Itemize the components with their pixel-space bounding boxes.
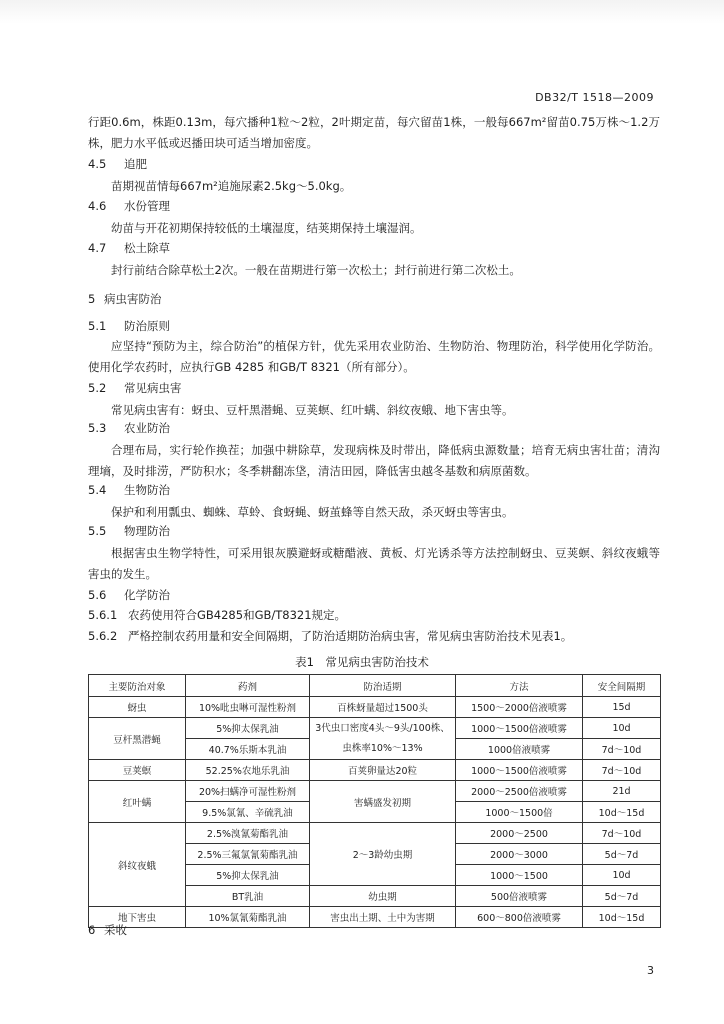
section-text: 保护和利用瓢虫、蜘蛛、草蛉、食蚜蝇、蚜茧蜂等自然天敌，杀灭蚜虫等害虫。 (111, 505, 514, 519)
section-5-2-heading (88, 380, 182, 396)
section-number: 5.6 (88, 588, 107, 602)
column-header: 主要防治对象 (89, 675, 186, 697)
target-cell: 豆杆黑潜蝇 (89, 718, 186, 760)
section-5-4-heading (88, 482, 170, 498)
item-text: 农药使用符合GB4285和GB/T8321规定。 (128, 608, 347, 622)
agent-cell: 40.7%乐斯本乳油 (186, 739, 310, 760)
method-cell: 1000～1500 (456, 865, 583, 886)
period-cell: 2～3龄幼虫期 (310, 823, 456, 886)
table-row (89, 718, 661, 739)
section-title: 物理防治 (124, 524, 170, 538)
target-cell: 蚜虫 (89, 697, 186, 718)
interval-cell: 10d～15d (583, 907, 661, 928)
section-title: 生物防治 (124, 483, 170, 497)
section-text: 封行前结合除草松土2次。一般在苗期进行第一次松土；封行前进行第二次松土。 (111, 263, 521, 277)
chapter-5-heading (88, 291, 162, 307)
period-cell: 害虫出土期、土中为害期 (310, 907, 456, 928)
method-cell: 600～800倍液喷雾 (456, 907, 583, 928)
interval-cell: 10d (583, 718, 661, 739)
period-cell: 百荚卵量达20粒 (310, 760, 456, 781)
section-title: 水份管理 (124, 199, 170, 213)
section-title: 农业防治 (124, 421, 170, 435)
section-number: 5.5 (88, 524, 107, 538)
period-cell: 害螨盛发初期 (310, 781, 456, 823)
target-cell: 豆荚螟 (89, 760, 186, 781)
section-number: 5.4 (88, 483, 107, 497)
column-header: 药剂 (186, 675, 310, 697)
section-text: 应坚持“预防为主，综合防治”的植保方针，优先采用农业防治、生物防治、物理防治，科学使用化学防治。使用化学农药时，应执行GB 4285 和GB/T 8321（所有部分）。 (88, 339, 660, 374)
table-row (89, 781, 661, 802)
section-5-1-heading (88, 318, 170, 334)
column-header: 方法 (456, 675, 583, 697)
table-row (89, 760, 661, 781)
agent-cell: 10%吡虫啉可湿性粉剂 (186, 697, 310, 718)
method-cell: 1500～2000倍液喷雾 (456, 697, 583, 718)
table-row (89, 697, 661, 718)
section-number: 5.2 (88, 381, 107, 395)
section-4-5-body (88, 176, 660, 197)
agent-cell: 20%扫螨净可湿性粉剂 (186, 781, 310, 802)
pest-control-table (88, 674, 661, 928)
interval-cell: 21d (583, 781, 661, 802)
section-5-3-body (88, 440, 660, 482)
section-4-6-body (88, 218, 660, 239)
intro-text: 行距0.6m，株距0.13m，每穴播种1粒～2粒，2叶期定苗，每穴留苗1株，一般每667m²留苗0.75万株～1.2万株，肥力水平低或迟播田块可适当增加密度。 (88, 115, 660, 150)
section-number: 5.3 (88, 421, 107, 435)
section-text: 根据害虫生物学特性，可采用银灰膜避蚜或糖醋液、黄板、灯光诱杀等方法控制蚜虫、豆荚螟、斜纹夜蛾等害虫的发生。 (88, 546, 660, 581)
interval-cell: 7d～10d (583, 739, 661, 760)
interval-cell: 7d～10d (583, 760, 661, 781)
section-4-6-heading (88, 198, 170, 214)
method-cell: 1000倍液喷雾 (456, 739, 583, 760)
intro-paragraph (88, 112, 660, 154)
section-5-2-body (88, 400, 660, 421)
section-title: 松土除草 (124, 241, 170, 255)
interval-cell: 7d～10d (583, 823, 661, 844)
method-cell: 500倍液喷雾 (456, 886, 583, 907)
chapter-number: 5 (88, 292, 96, 306)
scan-edge-shade (0, 0, 724, 24)
section-number: 4.5 (88, 157, 107, 171)
item-5-6-2 (88, 628, 572, 644)
method-cell: 1000～1500倍 (456, 802, 583, 823)
period-cell: 3代虫口密度4头～9头/100株、虫株率10%～13% (310, 718, 456, 760)
method-cell: 1000～1500倍液喷雾 (456, 718, 583, 739)
agent-cell: 2.5%三氟氯氰菊酯乳油 (186, 844, 310, 865)
section-4-7-heading (88, 240, 170, 256)
item-number: 5.6.2 (88, 629, 118, 643)
section-number: 4.7 (88, 241, 107, 255)
method-cell: 2000～3000 (456, 844, 583, 865)
section-title: 防治原则 (124, 319, 170, 333)
section-title: 常见病虫害 (124, 381, 182, 395)
method-cell: 2000～2500 (456, 823, 583, 844)
section-text: 苗期视苗情每667m²追施尿素2.5kg～5.0kg。 (111, 179, 352, 193)
chapter-title: 采收 (104, 923, 127, 937)
column-header: 安全间隔期 (583, 675, 661, 697)
section-5-5-heading (88, 523, 170, 539)
period-cell: 幼虫期 (310, 886, 456, 907)
table-row (89, 823, 661, 844)
section-title: 追肥 (124, 157, 147, 171)
page-number: 3 (647, 964, 654, 977)
agent-cell: BT乳油 (186, 886, 310, 907)
agent-cell: 52.25%农地乐乳油 (186, 760, 310, 781)
section-text: 合理布局，实行轮作换茬；加强中耕除草，发现病株及时带出，降低病虫源数量；培育无病虫害壮苗；清沟理墒，及时排涝，严防积水；冬季耕翻冻垡，清洁田园，降低害虫越冬基数和病原菌数。 (88, 443, 660, 478)
interval-cell: 5d～7d (583, 844, 661, 865)
period-cell: 百株蚜量超过1500头 (310, 697, 456, 718)
chapter-title: 病虫害防治 (104, 292, 162, 306)
interval-cell: 10d～15d (583, 802, 661, 823)
section-5-5-body (88, 543, 660, 585)
interval-cell: 10d (583, 865, 661, 886)
method-cell: 1000～1500倍液喷雾 (456, 760, 583, 781)
item-5-6-1 (88, 607, 346, 623)
target-cell: 红叶螨 (89, 781, 186, 823)
chapter-number: 6 (88, 923, 96, 937)
section-5-1-body (88, 336, 660, 378)
section-5-3-heading (88, 420, 170, 436)
target-cell: 斜纹夜蛾 (89, 823, 186, 907)
interval-cell: 15d (583, 697, 661, 718)
section-5-4-body (88, 502, 660, 523)
section-4-5-heading (88, 156, 147, 172)
section-text: 常见病虫害有：蚜虫、豆杆黑潜蝇、豆荚螟、红叶螨、斜纹夜蛾、地下害虫等。 (111, 403, 514, 417)
target-cell: 地下害虫 (89, 907, 186, 928)
method-cell: 2000～2500倍液喷雾 (456, 781, 583, 802)
table-header-row (89, 675, 661, 697)
section-text: 幼苗与开花初期保持较低的土壤湿度，结荚期保持土壤湿润。 (111, 221, 422, 235)
chapter-6-heading (88, 922, 127, 938)
section-title: 化学防治 (124, 588, 170, 602)
interval-cell: 5d～7d (583, 886, 661, 907)
agent-cell: 10%氯氰菊酯乳油 (186, 907, 310, 928)
section-number: 4.6 (88, 199, 107, 213)
agent-cell: 9.5%氯氰、辛硫乳油 (186, 802, 310, 823)
item-number: 5.6.1 (88, 608, 118, 622)
agent-cell: 5%抑太保乳油 (186, 718, 310, 739)
item-text: 严格控制农药用量和安全间隔期，了防治适期防治病虫害，常见病虫害防治技术见表1。 (128, 629, 573, 643)
agent-cell: 5%抑太保乳油 (186, 865, 310, 886)
column-header: 防治适期 (310, 675, 456, 697)
table-caption: 表1 常见病虫害防治技术 (295, 655, 429, 669)
section-4-7-body (88, 260, 660, 281)
table-row (89, 907, 661, 928)
section-number: 5.1 (88, 319, 107, 333)
section-5-6-heading (88, 587, 170, 603)
standard-number-header: DB32/T 1518—2009 (535, 91, 654, 104)
agent-cell: 2.5%溴氰菊酯乳油 (186, 823, 310, 844)
